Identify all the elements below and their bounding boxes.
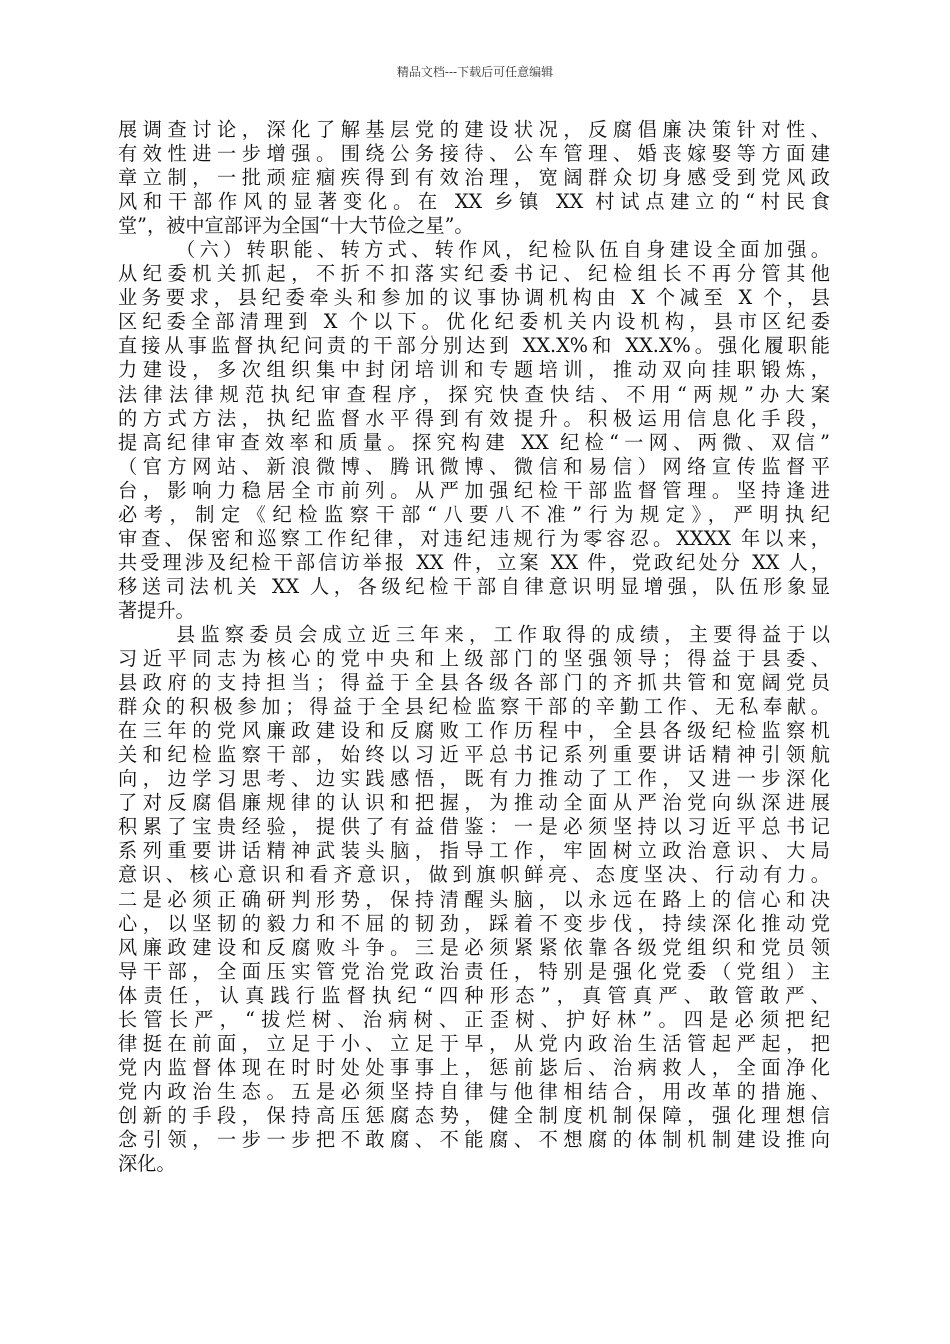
text-line: 著提升。: [118, 598, 195, 622]
text-line: 风廉政建设和反腐败斗争。三是必须紧紧依靠各级党组织和党员领: [118, 935, 830, 959]
text-line: 展调查讨论，深化了解基层党的建设状况，反腐倡廉决策针对性、: [118, 118, 830, 141]
paragraph-1: [118, 118, 830, 238]
text-line: 审查、保密和巡察工作纪律，对违纪违规行为零容忍。XXXX 年以来，: [118, 526, 830, 550]
text-line: 关和纪检监察干部，始终以习近平总书记系列重要讲话精神引领航: [118, 743, 830, 767]
text-line: （官方网站、新浪微博、腾讯微博、微信和易信）网络宣传监督平: [118, 454, 830, 478]
text-line: 章立制，一批顽症痼疾得到有效治理，宽阔群众切身感受到党风政: [118, 166, 830, 190]
text-line: 业务要求，县纪委牵头和参加的议事协调机构由 X 个减至 X 个，县: [118, 286, 830, 310]
text-line: 共受理涉及纪检干部信访举报 XX 件，立案 XX 件，党政纪处分 XX 人，: [118, 550, 830, 574]
text-line: 习近平同志为核心的党中央和上级部门的坚强领导；得益于县委、: [118, 647, 830, 671]
text-line: 必考，制定《纪检监察干部“八要八不准”行为规定》，严明执纪: [118, 502, 830, 526]
text-line: 党内监督体现在时时处处事事上，惩前毖后、治病救人，全面净化: [118, 1055, 830, 1079]
text-line: 律挺在前面，立足于小、立足于早，从党内政治生活管起严起，把: [118, 1031, 830, 1055]
text-line: 深化。: [118, 1152, 176, 1176]
text-line: 堂”，被中宣部评为全国“十大节俭之星”。: [118, 214, 474, 238]
text-line: 法律法律规范执纪审查程序，探究快查快结、不用“两规”办大案: [118, 382, 830, 406]
document-body: [118, 118, 830, 1176]
text-line: 体责任，认真践行监督执纪“四种形态”，真管真严、敢管敢严、: [118, 983, 830, 1007]
text-line: 意识、核心意识和看齐意识，做到旗帜鲜亮、态度坚决、行动有力。: [118, 863, 830, 887]
text-line: 台，影响力稳居全市前列。从严加强纪检干部监督管理。坚持逢进: [118, 478, 830, 502]
text-line: 县监察委员会成立近三年来，工作取得的成绩，主要得益于以: [176, 622, 830, 646]
text-line: 二是必须正确研判形势，保持清醒头脑，以永远在路上的信心和决: [118, 887, 830, 911]
text-line: 心，以坚韧的毅力和不屈的韧劲，踩着不变步伐，持续深化推动党: [118, 911, 830, 935]
text-line: 直接从事监督执纪问责的干部分别达到 XX.X%和 XX.X%。强化履职能: [118, 334, 830, 358]
paragraph-3: [118, 623, 830, 1176]
text-line: 长管长严，“拔烂树、治病树、正歪树、护好林”。四是必须把纪: [118, 1007, 830, 1031]
paragraph-2: [118, 238, 830, 623]
text-line: 风和干部作风的显著变化。在 XX 乡镇 XX 村试点建立的“村民食: [118, 190, 830, 214]
text-line: 积累了宝贵经验，提供了有益借鉴：一是必须坚持以习近平总书记: [118, 815, 830, 839]
page-header: 精品文档---下载后可任意编辑: [396, 65, 554, 79]
text-line: 区纪委全部清理到 X 个以下。优化纪委机关内设机构，县市区纪委: [118, 310, 830, 334]
text-line: 移送司法机关 XX 人，各级纪检干部自律意识明显增强，队伍形象显: [118, 574, 830, 598]
text-line: 党内政治生态。五是必须坚持自律与他律相结合，用改革的措施、: [118, 1079, 830, 1103]
text-line: （六）转职能、转方式、转作风，纪检队伍自身建设全面加强。: [176, 238, 830, 262]
text-line: 从纪委机关抓起，不折不扣落实纪委书记、纪检组长不再分管其他: [118, 262, 830, 286]
text-line: 力建设，多次组织集中封闭培训和专题培训，推动双向挂职锻炼，: [118, 358, 830, 382]
text-line: 念引领，一步一步把不敢腐、不能腐、不想腐的体制机制建设推向: [118, 1127, 830, 1151]
text-line: 向，边学习思考、边实践感悟，既有力推动了工作，又进一步深化: [118, 767, 830, 791]
text-line: 县政府的支持担当；得益于全县各级各部门的齐抓共管和宽阔党员: [118, 671, 830, 695]
text-line: 系列重要讲话精神武装头脑，指导工作，牢固树立政治意识、大局: [118, 839, 830, 863]
text-line: 的方式方法，执纪监督水平得到有效提升。积极运用信息化手段，: [118, 406, 830, 430]
text-line: 在三年的党风廉政建设和反腐败工作历程中，全县各级纪检监察机: [118, 719, 830, 743]
text-line: 创新的手段，保持高压惩腐态势，健全制度机制保障，强化理想信: [118, 1103, 830, 1127]
text-line: 群众的积极参加；得益于全县纪检监察干部的辛勤工作、无私奉献。: [118, 695, 830, 719]
text-line: 有效性进一步增强。围绕公务接待、公车管理、婚丧嫁娶等方面建: [118, 142, 830, 166]
text-line: 了对反腐倡廉规律的认识和把握，为推动全面从严治党向纵深进展: [118, 791, 830, 815]
text-line: 提高纪律审查效率和质量。探究构建 XX 纪检“一网、两微、双信”: [118, 430, 830, 454]
text-line: 导干部，全面压实管党治党政治责任，特别是强化党委（党组）主: [118, 959, 830, 983]
